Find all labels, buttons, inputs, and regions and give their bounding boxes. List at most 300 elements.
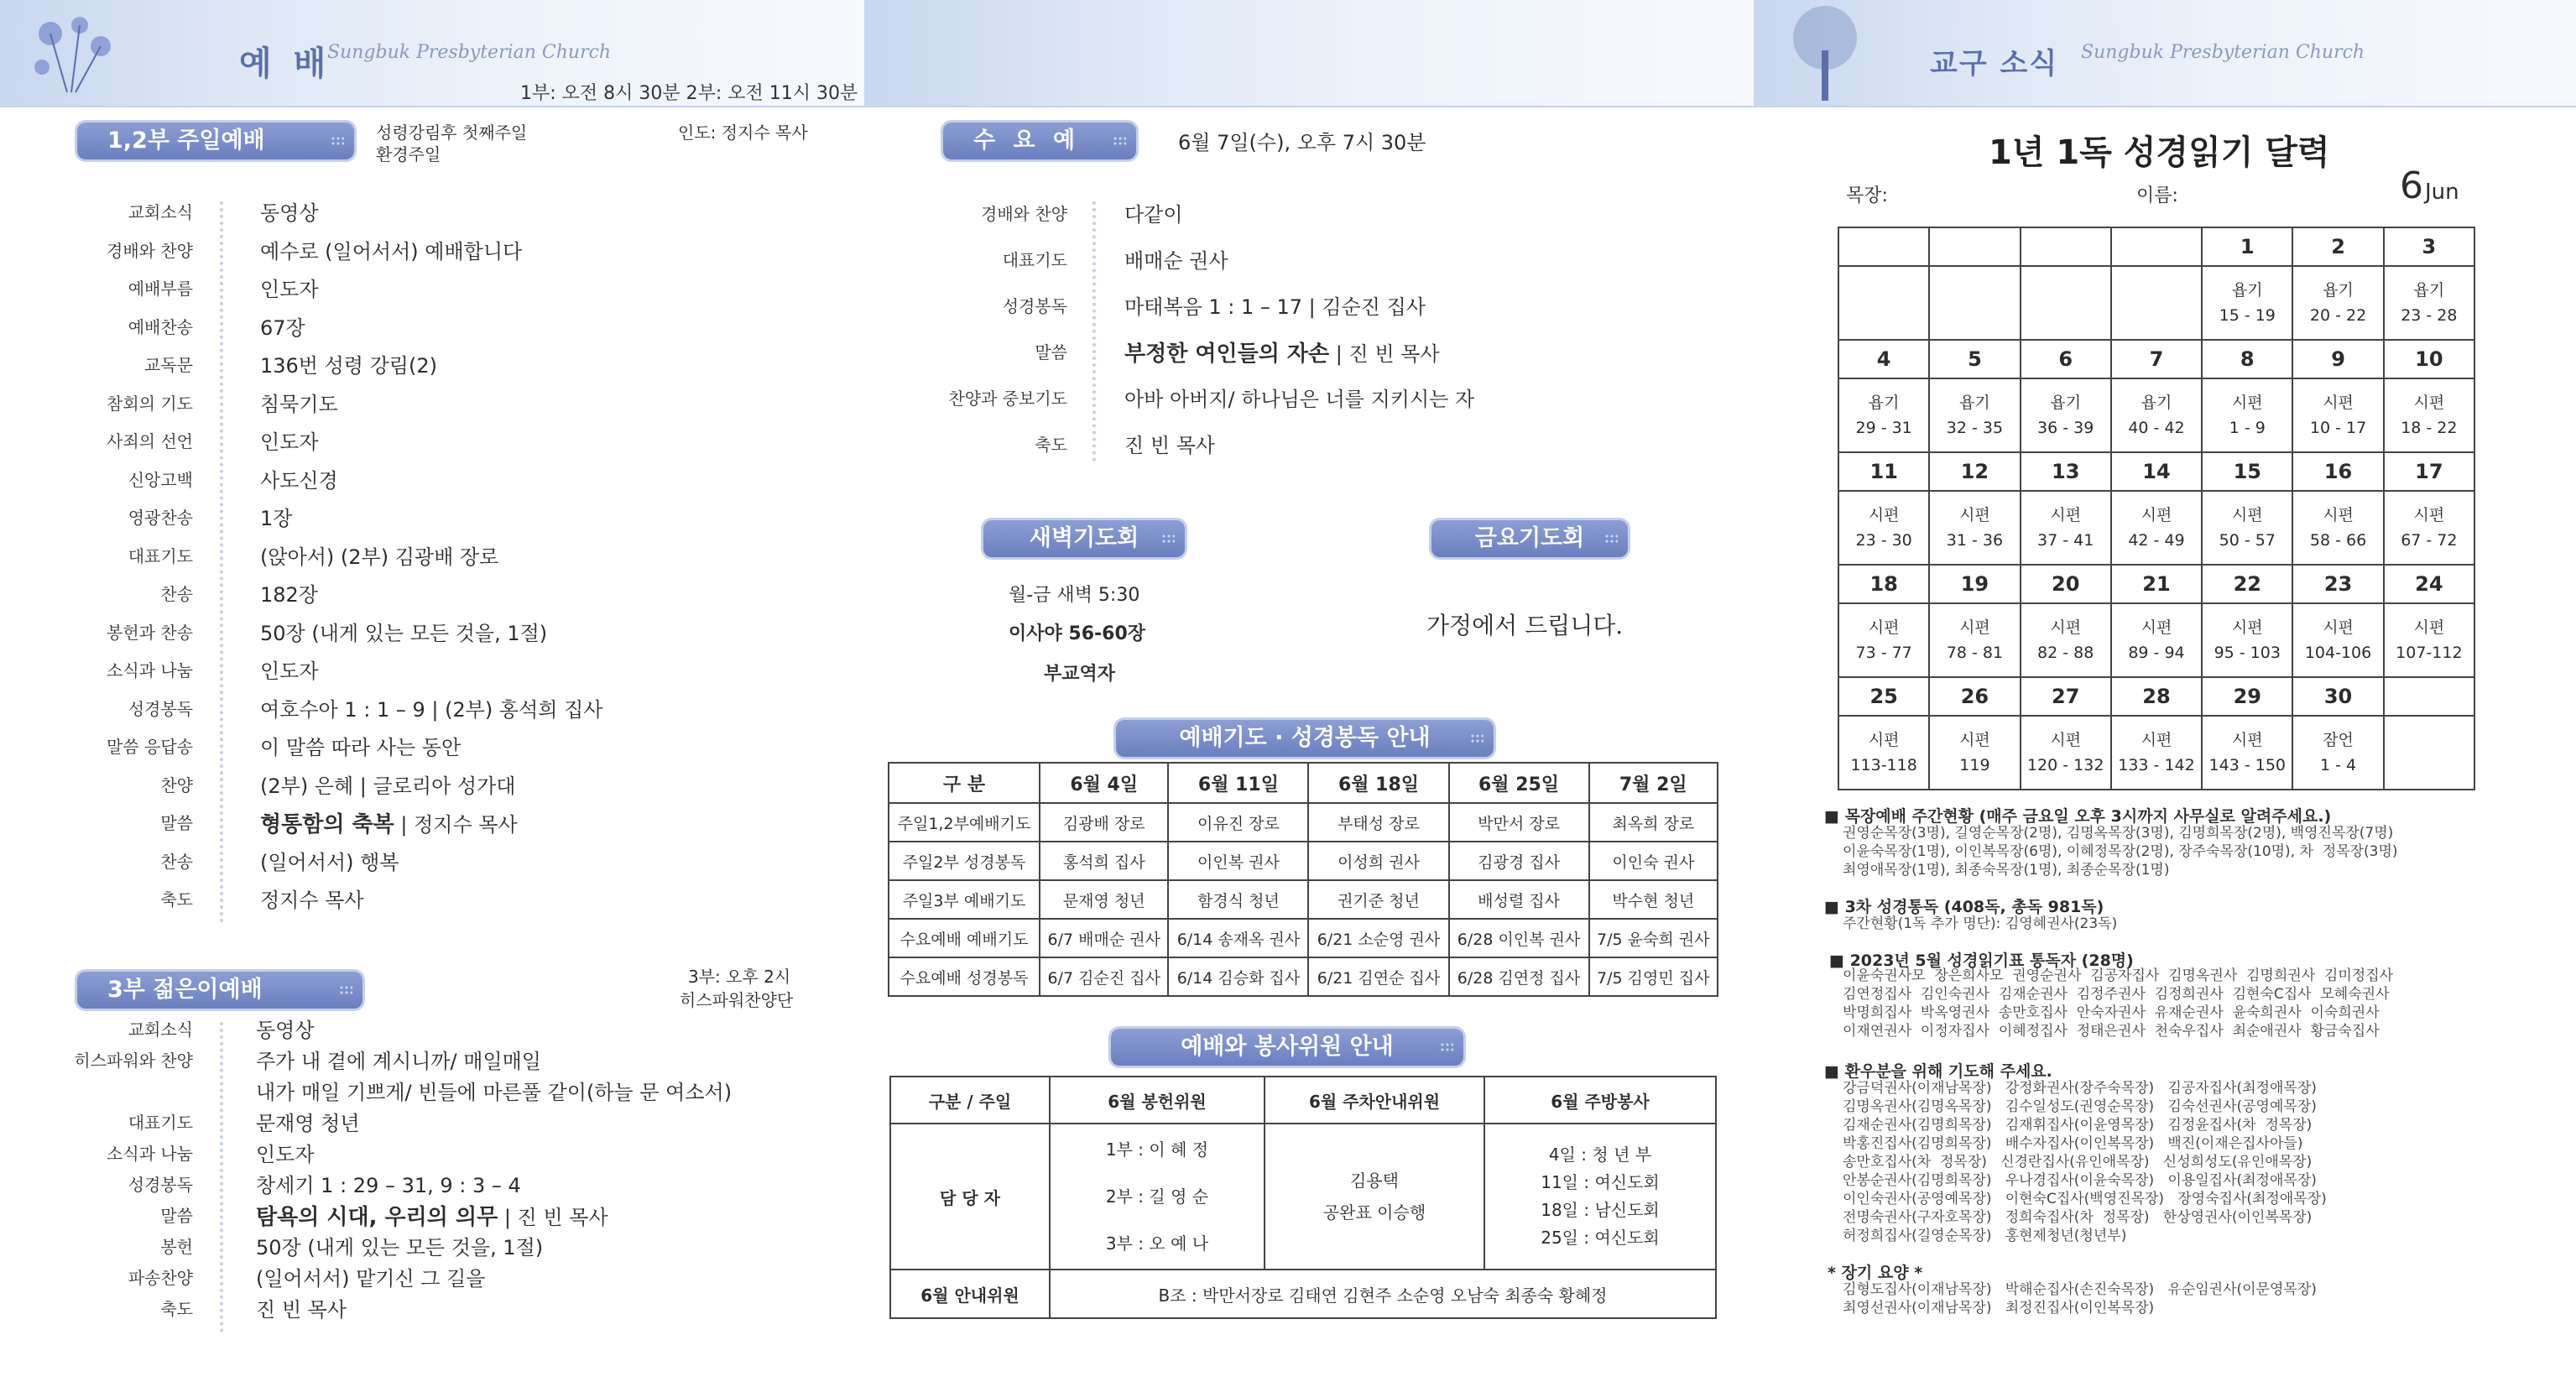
calendar-reading bbox=[2021, 378, 2111, 452]
schedule-cell: 이인복 권사 bbox=[1168, 842, 1308, 880]
calendar-reading bbox=[2021, 716, 2111, 790]
schedule-cell: 수요예배 예배기도 bbox=[889, 919, 1040, 957]
friday-line: 가정에서 드립니다. bbox=[1426, 612, 1624, 639]
order-value-text: 예수로 (일어서서) 예배합니다 bbox=[260, 239, 523, 263]
reading-book: 시편 bbox=[2323, 506, 2354, 524]
reading-book: 시편 bbox=[1868, 618, 1900, 637]
volunteer-table bbox=[889, 1076, 1717, 1319]
calendar-reading bbox=[2111, 378, 2202, 452]
schedule-header: 6월 18일 bbox=[1308, 763, 1448, 803]
notice-body: 주간현황(1독 추가 명단): 김영혜권사(23독) bbox=[1843, 915, 2118, 932]
order-label: 대표기도 bbox=[128, 1113, 193, 1133]
order-value bbox=[260, 235, 522, 264]
order-value bbox=[260, 884, 364, 913]
order-value-text: 182장 bbox=[260, 583, 318, 607]
calendar-reading bbox=[2202, 378, 2292, 452]
left-header-band bbox=[0, 0, 864, 107]
order-value bbox=[260, 425, 319, 455]
order-value-text: 50장 (내게 있는 모든 것을, 1절) bbox=[256, 1236, 544, 1259]
order-value bbox=[1124, 336, 1440, 368]
reading-chapters: 113-118 bbox=[1850, 756, 1917, 774]
reading-book: 시편 bbox=[1959, 506, 1990, 524]
order-value-text: 동영상 bbox=[256, 1019, 315, 1042]
reading-chapters: 143 - 150 bbox=[2208, 756, 2286, 774]
calendar-reading bbox=[1929, 491, 2020, 565]
reading-book: 시편 bbox=[2050, 618, 2082, 637]
order-label: 봉헌과 찬송 bbox=[107, 622, 193, 643]
calendar-month: 6 bbox=[2400, 164, 2423, 207]
calendar-reading bbox=[1929, 378, 2020, 452]
calendar-day: 17 bbox=[2384, 452, 2474, 491]
order-value bbox=[260, 846, 399, 875]
section-pill-volunteers: 예배와 봉사위원 안내 bbox=[1111, 1029, 1463, 1066]
reading-calendar bbox=[1838, 227, 2475, 790]
order-value bbox=[256, 1200, 608, 1231]
calendar-reading bbox=[2202, 603, 2292, 677]
calendar-reading bbox=[1929, 266, 2020, 340]
calendar-day: 10 bbox=[2384, 340, 2474, 378]
calendar-day: 7 bbox=[2111, 340, 2202, 378]
schedule-cell: 6/28 김연정 집사 bbox=[1449, 957, 1589, 996]
calendar-day: 27 bbox=[2021, 677, 2111, 716]
worship-times: 1부: 오전 8시 30분 2부: 오전 11시 30분 bbox=[520, 83, 858, 104]
section-pill-youth: 3부 젊은이예배 bbox=[77, 972, 362, 1009]
reading-chapters: 95 - 103 bbox=[2214, 644, 2281, 662]
order-label: 찬양과 중보기도 bbox=[948, 388, 1067, 409]
calendar-day: 23 bbox=[2292, 565, 2383, 603]
reading-chapters: 29 - 31 bbox=[1855, 419, 1912, 437]
flower-icon bbox=[8, 0, 134, 107]
schedule-cell: 이성희 권사 bbox=[1308, 842, 1448, 880]
calendar-day: 3 bbox=[2384, 227, 2474, 266]
order-label: 파송찬양 bbox=[128, 1268, 193, 1288]
schedule-cell: 부태성 장로 bbox=[1308, 803, 1448, 842]
calendar-day: 14 bbox=[2111, 452, 2202, 491]
reading-chapters: 40 - 42 bbox=[2128, 419, 2185, 437]
order-value bbox=[256, 1293, 347, 1322]
order-value-text: 인도자 bbox=[260, 430, 319, 454]
calendar-day: 6 bbox=[2021, 340, 2111, 378]
order-value-text: 주가 내 곁에 계시니까/ 매일매일 bbox=[256, 1050, 541, 1073]
order-label: 히스파워와 찬양 bbox=[74, 1051, 193, 1071]
reading-chapters: 58 - 66 bbox=[2309, 531, 2367, 550]
schedule-cell: 배성렬 집사 bbox=[1449, 880, 1589, 919]
order-value bbox=[260, 540, 498, 570]
reading-chapters: 107-112 bbox=[2396, 644, 2463, 662]
order-value bbox=[260, 502, 292, 531]
reading-book: 시편 bbox=[2231, 731, 2263, 749]
reading-book: 시편 bbox=[2141, 506, 2172, 524]
order-value bbox=[260, 693, 602, 722]
calendar-day: 24 bbox=[2384, 565, 2474, 603]
order-label: 말씀 bbox=[160, 813, 193, 833]
offering-cell bbox=[1050, 1124, 1265, 1270]
reading-book: 욥기 bbox=[2323, 281, 2354, 300]
order-value-text: (2부) 은혜 | 글로리아 성가대 bbox=[260, 774, 516, 798]
order-value-text: 이 말씀 따라 사는 동안 bbox=[260, 736, 461, 759]
order-value bbox=[260, 388, 338, 417]
calendar-reading-row bbox=[1838, 716, 2474, 790]
order-label: 교회소식 bbox=[128, 202, 193, 222]
dawn-line-1: 월-금 새벽 5:30 bbox=[1009, 585, 1140, 606]
calendar-reading bbox=[2021, 491, 2111, 565]
calendar-day bbox=[1838, 227, 1929, 266]
order-label: 대표기도 bbox=[128, 545, 193, 566]
section-pill-wednesday: 수 요 예 배 bbox=[943, 123, 1136, 159]
youth-dots bbox=[220, 1022, 223, 1332]
order-value bbox=[260, 617, 547, 646]
schedule-cell: 홍석희 집사 bbox=[1040, 842, 1168, 880]
order-value-preacher: | 진 빈 목사 bbox=[503, 1206, 608, 1229]
reading-chapters: 10 - 17 bbox=[2309, 419, 2367, 437]
reading-chapters: 67 - 72 bbox=[2401, 531, 2458, 550]
schedule-cell: 6/14 송재옥 권사 bbox=[1168, 919, 1308, 957]
order-value-text: 진 빈 목사 bbox=[1124, 434, 1215, 457]
reading-chapters: 78 - 81 bbox=[1946, 644, 2004, 662]
order-value-text: 67장 bbox=[260, 315, 305, 340]
order-value bbox=[256, 1169, 521, 1198]
calendar-day: 16 bbox=[2292, 452, 2383, 491]
order-value-text: 인도자 bbox=[260, 278, 319, 301]
calendar-day: 4 bbox=[1838, 340, 1929, 378]
notice-body: 권영순목장(3명), 길영순목장(2명), 김명옥목장(3명), 김명희목장(2명), 백영진목장(7명) 이윤숙목장(1명), 이인복목장(6명), 이혜정목장(2명), 장주숙목장(10명), 차 정목장(3명) 최영애목장(1명), 최종숙목장(1명), 최종순목장(1명) bbox=[1843, 825, 2398, 879]
order-value-preacher: | 진 빈 목사 bbox=[1335, 342, 1440, 366]
order-value-text: 사도신경 bbox=[260, 468, 338, 493]
sunday-dots bbox=[220, 201, 223, 923]
calendar-day-row bbox=[1838, 227, 2474, 266]
parking-member: 공완표 이승행 bbox=[1322, 1202, 1426, 1223]
order-value-text: 동영상 bbox=[260, 201, 319, 225]
reading-chapters: 119 bbox=[1959, 756, 1990, 774]
reading-chapters: 20 - 22 bbox=[2309, 306, 2367, 325]
order-value-text: 인도자 bbox=[256, 1143, 315, 1166]
offering-member: 1부 : 이 혜 정 bbox=[1105, 1139, 1209, 1160]
order-value-text: 침묵기도 bbox=[260, 392, 338, 416]
order-value bbox=[260, 196, 319, 226]
kitchen-item: 25일 : 여신도회 bbox=[1541, 1228, 1660, 1248]
order-value-text: 인도자 bbox=[260, 660, 319, 683]
reading-book: 시편 bbox=[1868, 731, 1900, 749]
order-value-text: 창세기 1 : 29 – 31, 9 : 3 – 4 bbox=[256, 1174, 521, 1197]
calendar-reading bbox=[2111, 491, 2202, 565]
reading-book: 욥기 bbox=[1959, 394, 1990, 412]
schedule-cell: 주일3부 예배기도 bbox=[889, 880, 1040, 919]
order-value bbox=[260, 654, 319, 684]
order-label: 성경봉독 bbox=[128, 1175, 193, 1195]
order-value bbox=[256, 1107, 360, 1136]
calendar-day: 2 bbox=[2292, 227, 2383, 266]
order-value bbox=[1124, 429, 1215, 458]
middle-header-band bbox=[864, 0, 1754, 107]
reading-book: 시편 bbox=[1959, 731, 1990, 749]
order-label: 축도 bbox=[160, 1299, 193, 1319]
schedule-cell: 수요예배 성경봉독 bbox=[889, 957, 1040, 996]
kitchen-item: 18일 : 남신도회 bbox=[1541, 1200, 1660, 1220]
order-value bbox=[260, 807, 518, 838]
left-header-title: 예 배 bbox=[239, 44, 331, 83]
schedule-cell: 6/7 배매순 권사 bbox=[1040, 919, 1168, 957]
calendar-day bbox=[2021, 227, 2111, 266]
order-value-text: 내가 매일 기쁘게/ 빈들에 마른풀 같이(하늘 문 여소서) bbox=[256, 1081, 733, 1104]
order-label: 찬양 bbox=[160, 774, 193, 795]
schedule-header: 6월 4일 bbox=[1040, 763, 1168, 803]
calendar-day-row bbox=[1838, 340, 2474, 378]
order-value-text: 형통함의 축복 bbox=[260, 812, 394, 837]
order-value-text: 다같이 bbox=[1124, 203, 1183, 227]
order-value-text: 아바 아버지/ 하나님은 너를 지키시는 자 bbox=[1124, 388, 1475, 411]
calendar-reading bbox=[2384, 266, 2474, 340]
right-header-band bbox=[1754, 0, 2576, 107]
order-value bbox=[1124, 290, 1426, 320]
calendar-month-en: Jun bbox=[2425, 180, 2459, 205]
reading-book: 시편 bbox=[2413, 618, 2445, 637]
calendar-reading-row bbox=[1838, 378, 2474, 452]
schedule-cell: 이인숙 권사 bbox=[1589, 842, 1718, 880]
calendar-day: 18 bbox=[1838, 565, 1929, 603]
order-label: 경배와 찬양 bbox=[107, 240, 193, 261]
sunday-leader: 인도: 정지수 목사 bbox=[678, 123, 808, 143]
order-label: 말씀 bbox=[1035, 342, 1067, 362]
section-pill-friday: 금요기도회 bbox=[1431, 520, 1628, 557]
schedule-cell: 6/7 김순진 집사 bbox=[1040, 957, 1168, 996]
order-value-text: (앉아서) (2부) 김광배 장로 bbox=[260, 545, 499, 569]
order-value-text: 마태복음 1 : 1 – 17 | 김순진 집사 bbox=[1124, 295, 1426, 319]
calendar-reading bbox=[2021, 603, 2111, 677]
kitchen-cell bbox=[1484, 1124, 1716, 1270]
calendar-reading bbox=[2384, 603, 2474, 677]
schedule-cell: 함경식 청년 bbox=[1168, 880, 1308, 919]
order-label: 교회소식 bbox=[128, 1019, 193, 1040]
calendar-reading bbox=[2202, 266, 2292, 340]
order-label: 말씀 bbox=[160, 1206, 193, 1226]
order-label: 예배찬송 bbox=[128, 316, 193, 337]
schedule-cell: 박수현 청년 bbox=[1589, 880, 1718, 919]
reading-chapters: 18 - 22 bbox=[2401, 419, 2458, 437]
calendar-reading bbox=[2292, 716, 2383, 790]
offering-member: 3부 : 오 예 나 bbox=[1105, 1233, 1209, 1254]
right-header-title: 교구 소식 bbox=[1930, 47, 2059, 81]
reading-book: 잠언 bbox=[2323, 731, 2354, 749]
reading-book: 시편 bbox=[1959, 618, 1990, 637]
volunteer-header: 6월 봉헌위원 bbox=[1050, 1077, 1265, 1124]
order-label: 봉헌 bbox=[160, 1237, 193, 1257]
sunday-subtitle-1: 성령강림후 첫째주일 bbox=[376, 123, 528, 143]
order-label: 사죄의 선언 bbox=[107, 431, 193, 451]
schedule-header: 구 분 bbox=[889, 763, 1040, 803]
reading-chapters: 31 - 36 bbox=[1946, 531, 2004, 550]
calendar-reading bbox=[2292, 266, 2383, 340]
kitchen-item: 4일 : 청 년 부 bbox=[1548, 1145, 1652, 1165]
wednesday-time: 6월 7일(수), 오후 7시 30분 bbox=[1178, 131, 1426, 154]
calendar-reading bbox=[2292, 603, 2383, 677]
order-value-text: 문재영 청년 bbox=[256, 1112, 360, 1135]
schedule-cell: 6/28 이인복 권사 bbox=[1449, 919, 1589, 957]
calendar-reading bbox=[2292, 378, 2383, 452]
reading-book: 욥기 bbox=[2050, 394, 2082, 412]
calendar-day: 12 bbox=[1929, 452, 2020, 491]
schedule-row bbox=[889, 842, 1718, 880]
reading-chapters: 1 - 9 bbox=[2229, 419, 2266, 437]
calendar-reading bbox=[1929, 716, 2020, 790]
order-value bbox=[260, 578, 318, 607]
calendar-day: 21 bbox=[2111, 565, 2202, 603]
order-value bbox=[260, 311, 305, 341]
order-value-preacher: | 정지수 목사 bbox=[400, 813, 518, 837]
schedule-cell: 박만서 장로 bbox=[1449, 803, 1589, 842]
calendar-reading bbox=[1929, 603, 2020, 677]
guide-members: B조 : 박만서장로 김태연 김현주 소순영 오남숙 최종숙 황혜정 bbox=[1050, 1270, 1716, 1318]
schedule-cell: 6/21 소순영 권사 bbox=[1308, 919, 1448, 957]
calendar-day-row bbox=[1838, 452, 2474, 491]
notice-heading: ■ 2023년 5월 성경읽기표 통독자 (28명) bbox=[1829, 952, 2134, 970]
notice-body: 이윤숙권사모 장은희사모 권영순권사 김공자집사 김명옥권사 김명희권사 김미정집사 김연정집사 김인숙권사 김재순권사 김정주권사 김정희권사 김현숙C집사 모혜숙권사 박명희집사 박옥영권사 송만호집사 안숙자권사 유재순권사 윤숙희권사 이숙희권사 이재연권사 이정자집사 이혜정집사 정태은권사 천숙우집사 최순애권사 황금숙집사 bbox=[1843, 967, 2394, 1040]
order-label: 예배부름 bbox=[128, 279, 193, 299]
reading-book: 시편 bbox=[2050, 506, 2082, 524]
order-label: 참회의 기도 bbox=[107, 393, 193, 414]
wednesday-dots bbox=[1092, 201, 1096, 461]
order-label: 대표기도 bbox=[1002, 250, 1067, 270]
order-value bbox=[260, 273, 319, 302]
reading-chapters: 15 - 19 bbox=[2219, 306, 2276, 325]
order-label: 말씀 응답송 bbox=[107, 737, 193, 757]
order-value-text: 탐욕의 시대, 우리의 의무 bbox=[256, 1205, 498, 1230]
reading-book: 시편 bbox=[2231, 506, 2263, 524]
guide-label: 6월 안내위원 bbox=[890, 1270, 1050, 1318]
calendar-day: 25 bbox=[1838, 677, 1929, 716]
reading-chapters: 1 - 4 bbox=[2319, 756, 2357, 774]
calendar-day: 29 bbox=[2202, 677, 2292, 716]
order-label: 소식과 나눔 bbox=[107, 1144, 193, 1164]
reading-chapters: 89 - 94 bbox=[2128, 644, 2185, 662]
calendar-day: 1 bbox=[2202, 227, 2292, 266]
order-value-text: 1장 bbox=[260, 507, 293, 530]
calendar-day-row bbox=[1838, 565, 2474, 603]
order-value bbox=[1124, 244, 1228, 274]
calendar-day: 13 bbox=[2021, 452, 2111, 491]
calendar-reading bbox=[2292, 491, 2383, 565]
calendar-reading bbox=[2202, 491, 2292, 565]
calendar-day: 11 bbox=[1838, 452, 1929, 491]
reading-book: 시편 bbox=[2413, 506, 2445, 524]
calendar-reading-row bbox=[1838, 603, 2474, 677]
reading-chapters: 36 - 39 bbox=[2037, 419, 2094, 437]
schedule-cell: 김광배 장로 bbox=[1040, 803, 1168, 842]
order-value bbox=[260, 731, 461, 760]
reading-book: 욥기 bbox=[2141, 394, 2172, 412]
schedule-cell: 6/21 김연순 집사 bbox=[1308, 957, 1448, 996]
section-pill-sunday: 1,2부 주일예배 bbox=[77, 123, 354, 159]
order-label: 영광찬송 bbox=[128, 508, 193, 528]
calendar-day: 15 bbox=[2202, 452, 2292, 491]
schedule-cell: 7/5 김영민 집사 bbox=[1589, 957, 1718, 996]
schedule-row bbox=[889, 803, 1718, 842]
calendar-day: 5 bbox=[1929, 340, 2020, 378]
reading-chapters: 23 - 30 bbox=[1855, 531, 1912, 550]
reading-chapters: 133 - 142 bbox=[2118, 756, 2195, 774]
schedule-row bbox=[889, 919, 1718, 957]
order-value-text: 여호수아 1 : 1 – 9 | (2부) 홍석희 집사 bbox=[260, 697, 603, 722]
order-value bbox=[260, 349, 437, 378]
order-value-text: (일어서서) 맡기신 그 길을 bbox=[256, 1267, 486, 1291]
order-value bbox=[256, 1262, 485, 1291]
order-label: 신앙고백 bbox=[128, 469, 193, 490]
calendar-reading bbox=[1838, 716, 1929, 790]
order-value-text: 정지수 목사 bbox=[260, 889, 364, 912]
order-value bbox=[256, 1045, 541, 1074]
reading-book: 시편 bbox=[1868, 506, 1900, 524]
schedule-header: 6월 11일 bbox=[1168, 763, 1308, 803]
order-value-text: 50장 (내게 있는 모든 것을, 1절) bbox=[260, 621, 548, 645]
order-label: 교독문 bbox=[144, 355, 193, 375]
schedule-cell: 김광경 집사 bbox=[1449, 842, 1589, 880]
calendar-day: 28 bbox=[2111, 677, 2202, 716]
order-label: 찬송 bbox=[160, 584, 193, 604]
volunteer-header: 구분 / 주일 bbox=[890, 1077, 1050, 1124]
schedule-row bbox=[889, 880, 1718, 919]
reading-book: 욥기 bbox=[1868, 394, 1900, 412]
schedule-cell: 7/5 윤숙희 권사 bbox=[1589, 919, 1718, 957]
reading-book: 시편 bbox=[2413, 394, 2445, 412]
calendar-pastor-label: 목장: bbox=[1846, 185, 1888, 206]
calendar-reading bbox=[1838, 378, 1929, 452]
schedule-cell: 주일1,2부예배기도 bbox=[889, 803, 1040, 842]
volunteer-header: 6월 주방봉사 bbox=[1484, 1077, 1716, 1124]
right-header-subtitle: Sungbuk Presbyterian Church bbox=[2081, 42, 2365, 63]
parking-cell bbox=[1265, 1124, 1484, 1270]
reading-book: 시편 bbox=[2231, 394, 2263, 412]
order-value bbox=[260, 769, 515, 799]
sunday-subtitle-2: 환경주일 bbox=[376, 144, 441, 164]
calendar-reading bbox=[1838, 603, 1929, 677]
schedule-row bbox=[889, 957, 1718, 996]
youth-time: 3부: 오후 2시 bbox=[688, 967, 791, 987]
notice-body: 김형도집사(이재남목장) 박해순집사(손진숙목장) 유순임권사(이문영목장) 최영선권사(이재남목장) 최정진집사(이인복목장) bbox=[1843, 1281, 2317, 1317]
order-value bbox=[260, 464, 338, 493]
schedule-cell: 최옥희 장로 bbox=[1589, 803, 1718, 842]
dawn-line-2: 이사야 56-60장 bbox=[1009, 623, 1146, 644]
schedule-table bbox=[888, 762, 1718, 997]
schedule-cell: 6/14 김승화 집사 bbox=[1168, 957, 1308, 996]
section-pill-schedule: 예배기도 · 성경봉독 안내 bbox=[1116, 720, 1494, 757]
order-value bbox=[256, 1014, 315, 1043]
calendar-reading bbox=[2202, 716, 2292, 790]
schedule-header: 7월 2일 bbox=[1589, 763, 1718, 803]
calendar-reading-row bbox=[1838, 491, 2474, 565]
calendar-day: 30 bbox=[2292, 677, 2383, 716]
calendar-reading bbox=[2111, 266, 2202, 340]
calendar-day bbox=[2384, 677, 2474, 716]
order-label: 경배와 찬양 bbox=[981, 204, 1067, 224]
reading-chapters: 23 - 28 bbox=[2401, 306, 2458, 325]
reading-book: 시편 bbox=[2050, 731, 2082, 749]
order-value bbox=[256, 1138, 315, 1167]
reading-chapters: 37 - 41 bbox=[2037, 531, 2094, 550]
parking-member: 김용택 bbox=[1350, 1171, 1399, 1191]
reading-chapters: 82 - 88 bbox=[2037, 644, 2094, 662]
notice-heading: * 장기 요양 * bbox=[1828, 1264, 1923, 1282]
volunteer-label: 담 당 자 bbox=[890, 1124, 1050, 1270]
reading-chapters: 120 - 132 bbox=[2026, 756, 2104, 774]
calendar-title: 1년 1독 성경읽기 달력 bbox=[1989, 133, 2330, 172]
calendar-day: 8 bbox=[2202, 340, 2292, 378]
calendar-day bbox=[2111, 227, 2202, 266]
youth-choir: 히스파워찬양단 bbox=[680, 990, 794, 1010]
schedule-header: 6월 25일 bbox=[1449, 763, 1589, 803]
calendar-reading bbox=[1838, 491, 1929, 565]
calendar-name-label: 이름: bbox=[2136, 185, 2178, 206]
volunteer-header: 6월 주차안내위원 bbox=[1265, 1077, 1484, 1124]
calendar-day: 20 bbox=[2021, 565, 2111, 603]
